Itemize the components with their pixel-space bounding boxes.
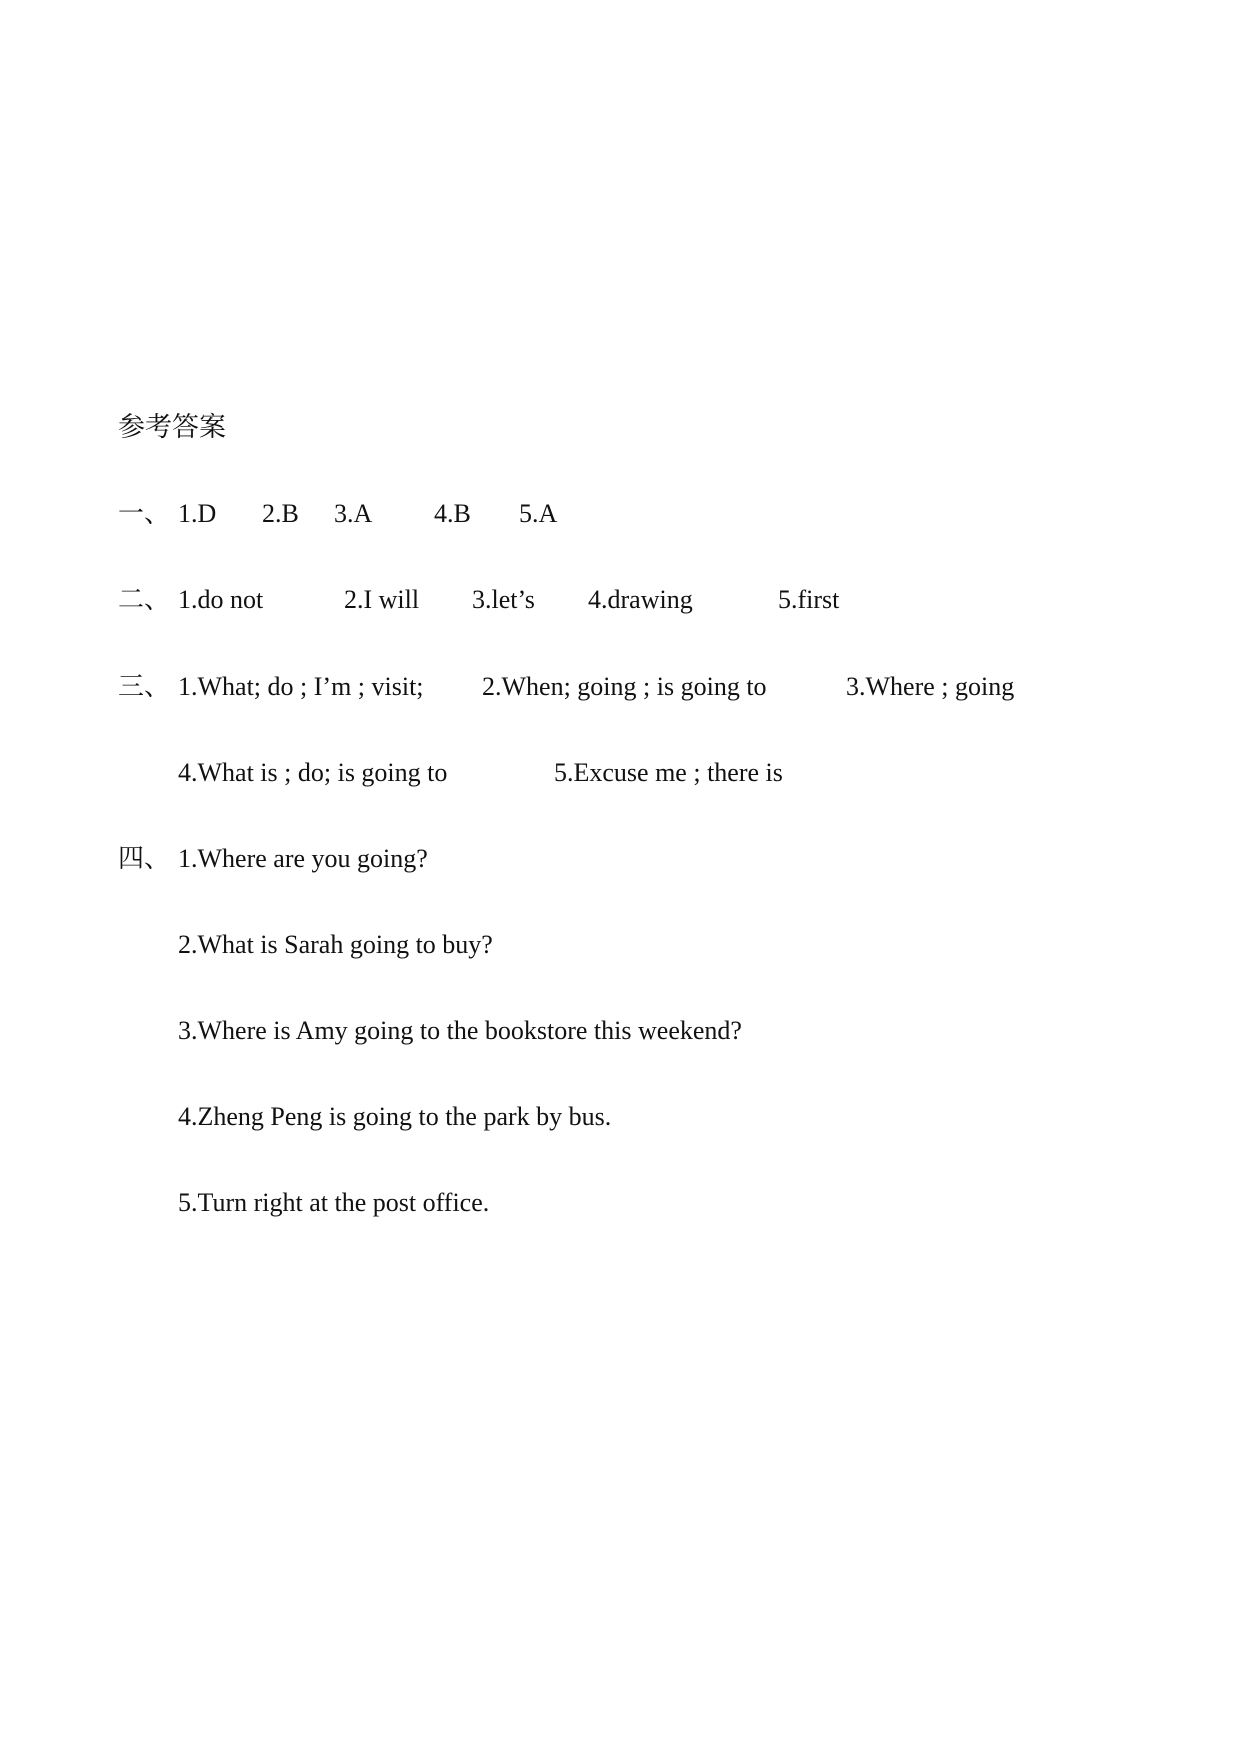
section-1-prefix: 一、 (118, 499, 171, 528)
answer-4-2: 2.What is Sarah going to buy? (178, 930, 493, 959)
answer-2-5: 5.first (778, 585, 840, 614)
answer-1-4: 4.B (434, 499, 471, 528)
section-4-prefix: 四、 (118, 844, 171, 873)
answer-3-5: 5.Excuse me ; there is (554, 758, 783, 787)
answer-1-5: 5.A (519, 499, 558, 528)
answer-3-4: 4.What is ; do; is going to (178, 758, 448, 787)
answer-3-2: 2.When; going ; is going to (482, 672, 767, 701)
section-1-answers (118, 497, 557, 531)
answer-2-1: 1.do not (178, 585, 264, 614)
answer-1-2: 2.B (262, 499, 299, 528)
answer-4-1: 1.Where are you going? (178, 844, 428, 873)
section-3-prefix: 三、 (118, 672, 171, 701)
answer-2-4: 4.drawing (588, 585, 693, 614)
answer-4-4: 4.Zheng Peng is going to the park by bus. (178, 1102, 612, 1131)
page-title: 参考答案 (118, 412, 226, 442)
answer-2-2: 2.I will (344, 585, 420, 614)
answer-4-5: 5.Turn right at the post office. (178, 1188, 490, 1217)
answer-3-3: 3.Where ; going (846, 672, 1015, 701)
answer-2-3: 3.let’s (472, 585, 535, 614)
section-2-answers (118, 583, 839, 617)
answer-1-1: 1.D (178, 499, 217, 528)
section-3-answers-row-1 (118, 670, 1014, 704)
answer-3-1: 1.What; do ; I’m ; visit; (178, 672, 424, 701)
answer-4-3: 3.Where is Amy going to the bookstore this weekend? (178, 1016, 742, 1045)
section-2-prefix: 二、 (118, 585, 171, 614)
section-4-answer-1 (118, 842, 428, 876)
section-3-answers-row-2 (178, 756, 783, 790)
answer-1-3: 3.A (334, 499, 373, 528)
